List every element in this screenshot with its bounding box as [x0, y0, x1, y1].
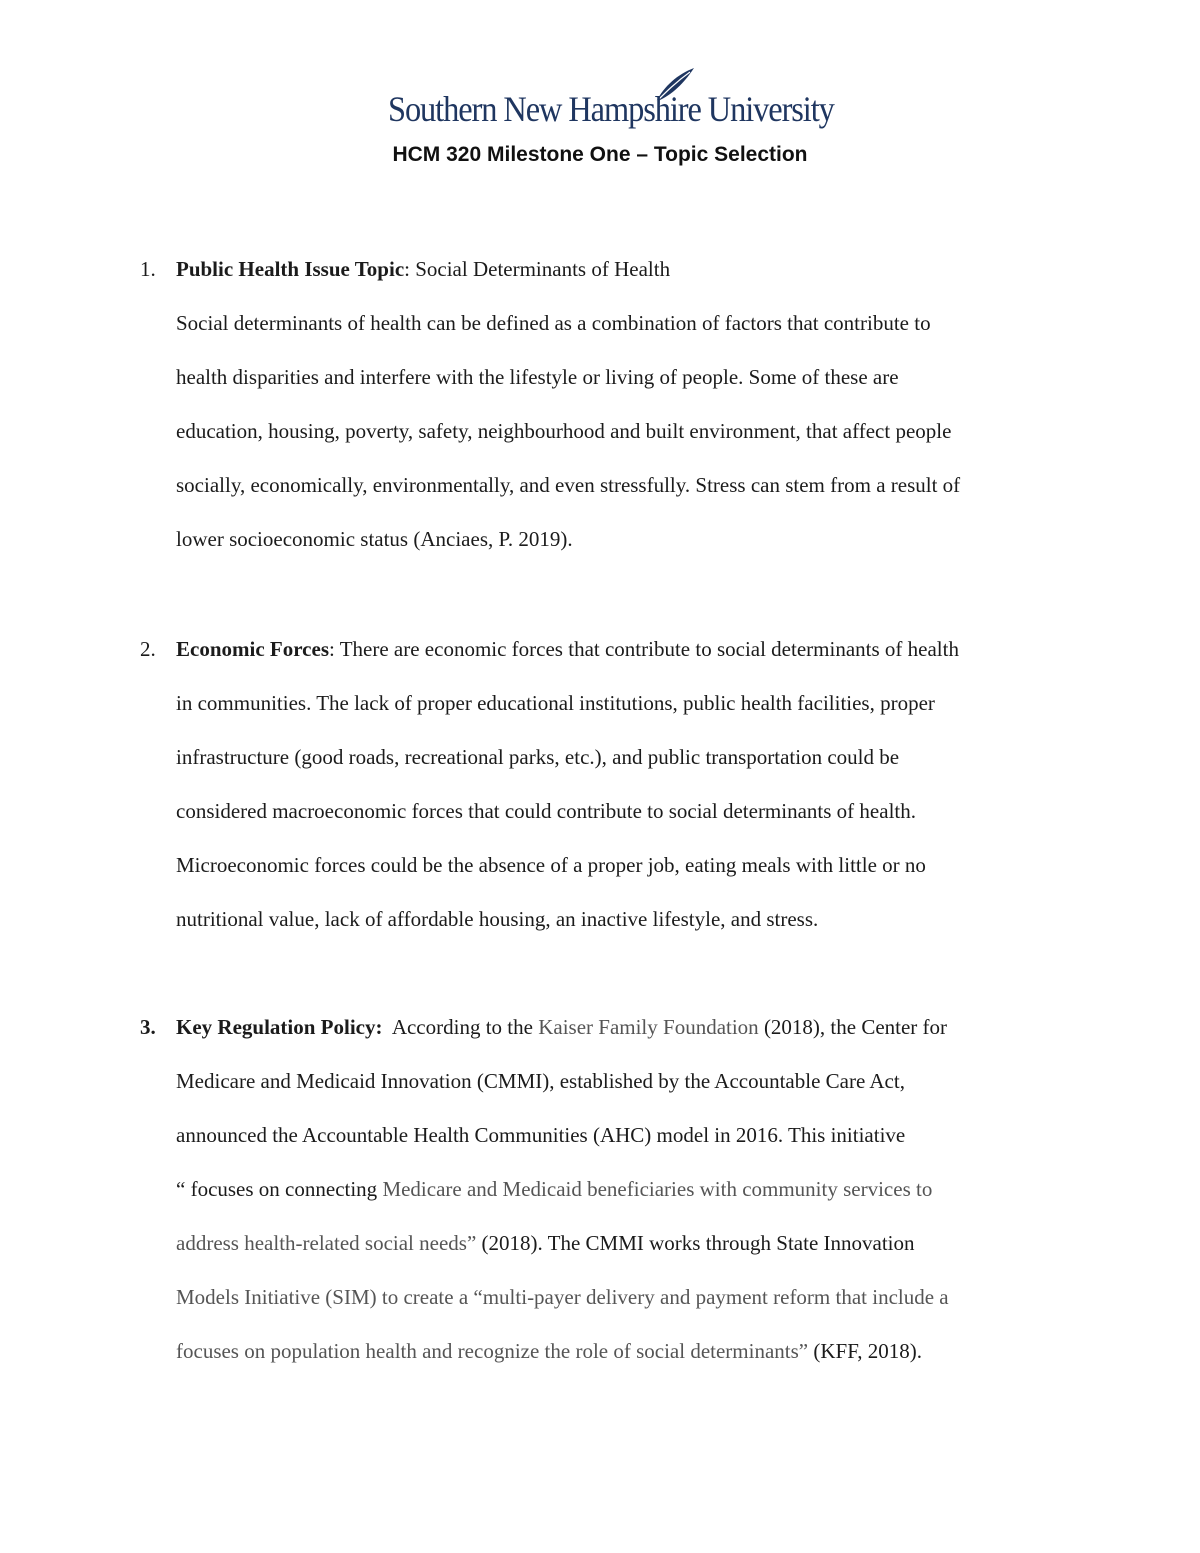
- heading-text-end: (2018), the Center for: [758, 1015, 948, 1039]
- section-body: [176, 242, 1076, 566]
- heading-line: [176, 1000, 1076, 1054]
- section-heading: Public Health Issue Topic: [176, 257, 405, 281]
- heading-line: [176, 242, 1076, 296]
- list-number: 3.: [140, 1015, 156, 1039]
- paragraph-line: in communities. The lack of proper educational institutions, public health facilities, proper: [176, 691, 935, 715]
- section-heading: Economic Forces: [176, 637, 329, 661]
- paragraph-line: Microeconomic forces could be the absence of a proper job, eating meals with little or no: [176, 853, 926, 877]
- paragraph-line: [176, 1162, 1076, 1216]
- paragraph-line: [176, 1324, 1076, 1378]
- paragraph-line: considered macroeconomic forces that could contribute to social determinants of health.: [176, 799, 916, 823]
- section-heading: Key Regulation Policy:: [176, 1015, 383, 1039]
- list-number: 1.: [140, 257, 156, 281]
- source-name: Kaiser Family Foundation: [538, 1015, 759, 1039]
- paragraph-line: [176, 1216, 1076, 1270]
- paragraph-line: nutritional value, lack of affordable housing, an inactive lifestyle, and stress.: [176, 907, 819, 931]
- citation-text: (2018). The CMMI works through State Innovation: [476, 1231, 915, 1255]
- paragraph-line: health disparities and interfere with the lifestyle or living of people. Some of these are: [176, 365, 899, 389]
- page-title: HCM 320 Milestone One – Topic Selection: [392, 143, 808, 166]
- paragraph-line: Social determinants of health can be defined as a combination of factors that contribute to: [176, 311, 931, 335]
- quoted-text: Medicare and Medicaid beneficiaries with community services to: [382, 1177, 933, 1201]
- section-body: [176, 622, 1076, 946]
- logo-wordmark: Southern New Hampshire University: [388, 89, 834, 129]
- heading-suffix: : There are economic forces that contribute to social determinants of health: [329, 637, 959, 661]
- paragraph-line: lower socioeconomic status (Anciaes, P. 2019).: [176, 527, 573, 551]
- paragraph-line: Medicare and Medicaid Innovation (CMMI), established by the Accountable Care Act,: [176, 1069, 905, 1093]
- quoted-text: focuses on population health and recognize the role of social determinants”: [176, 1339, 809, 1363]
- paragraph-line: announced the Accountable Health Communities (AHC) model in 2016. This initiative: [176, 1123, 906, 1147]
- quote-start: “ focuses on connecting: [176, 1177, 383, 1201]
- citation-text: (KFF, 2018).: [808, 1339, 922, 1363]
- paragraph-line: Models Initiative (SIM) to create a “multi-payer delivery and payment reform that include a: [176, 1285, 949, 1309]
- quoted-text: address health-related social needs”: [176, 1231, 477, 1255]
- heading-suffix: : Social Determinants of Health: [404, 257, 671, 281]
- paragraph-line: infrastructure (good roads, recreational parks, etc.), and public transportation could be: [176, 745, 900, 769]
- paragraph-line: socially, economically, environmentally, and even stressfully. Stress can stem from a result of: [176, 473, 961, 497]
- heading-text: According to the: [382, 1015, 539, 1039]
- paragraph-line: education, housing, poverty, safety, neighbourhood and built environment, that affect people: [176, 419, 952, 443]
- list-number: 2.: [140, 637, 156, 661]
- heading-line: [176, 622, 1076, 676]
- university-logo: [388, 66, 834, 136]
- section-body: [176, 1000, 1076, 1378]
